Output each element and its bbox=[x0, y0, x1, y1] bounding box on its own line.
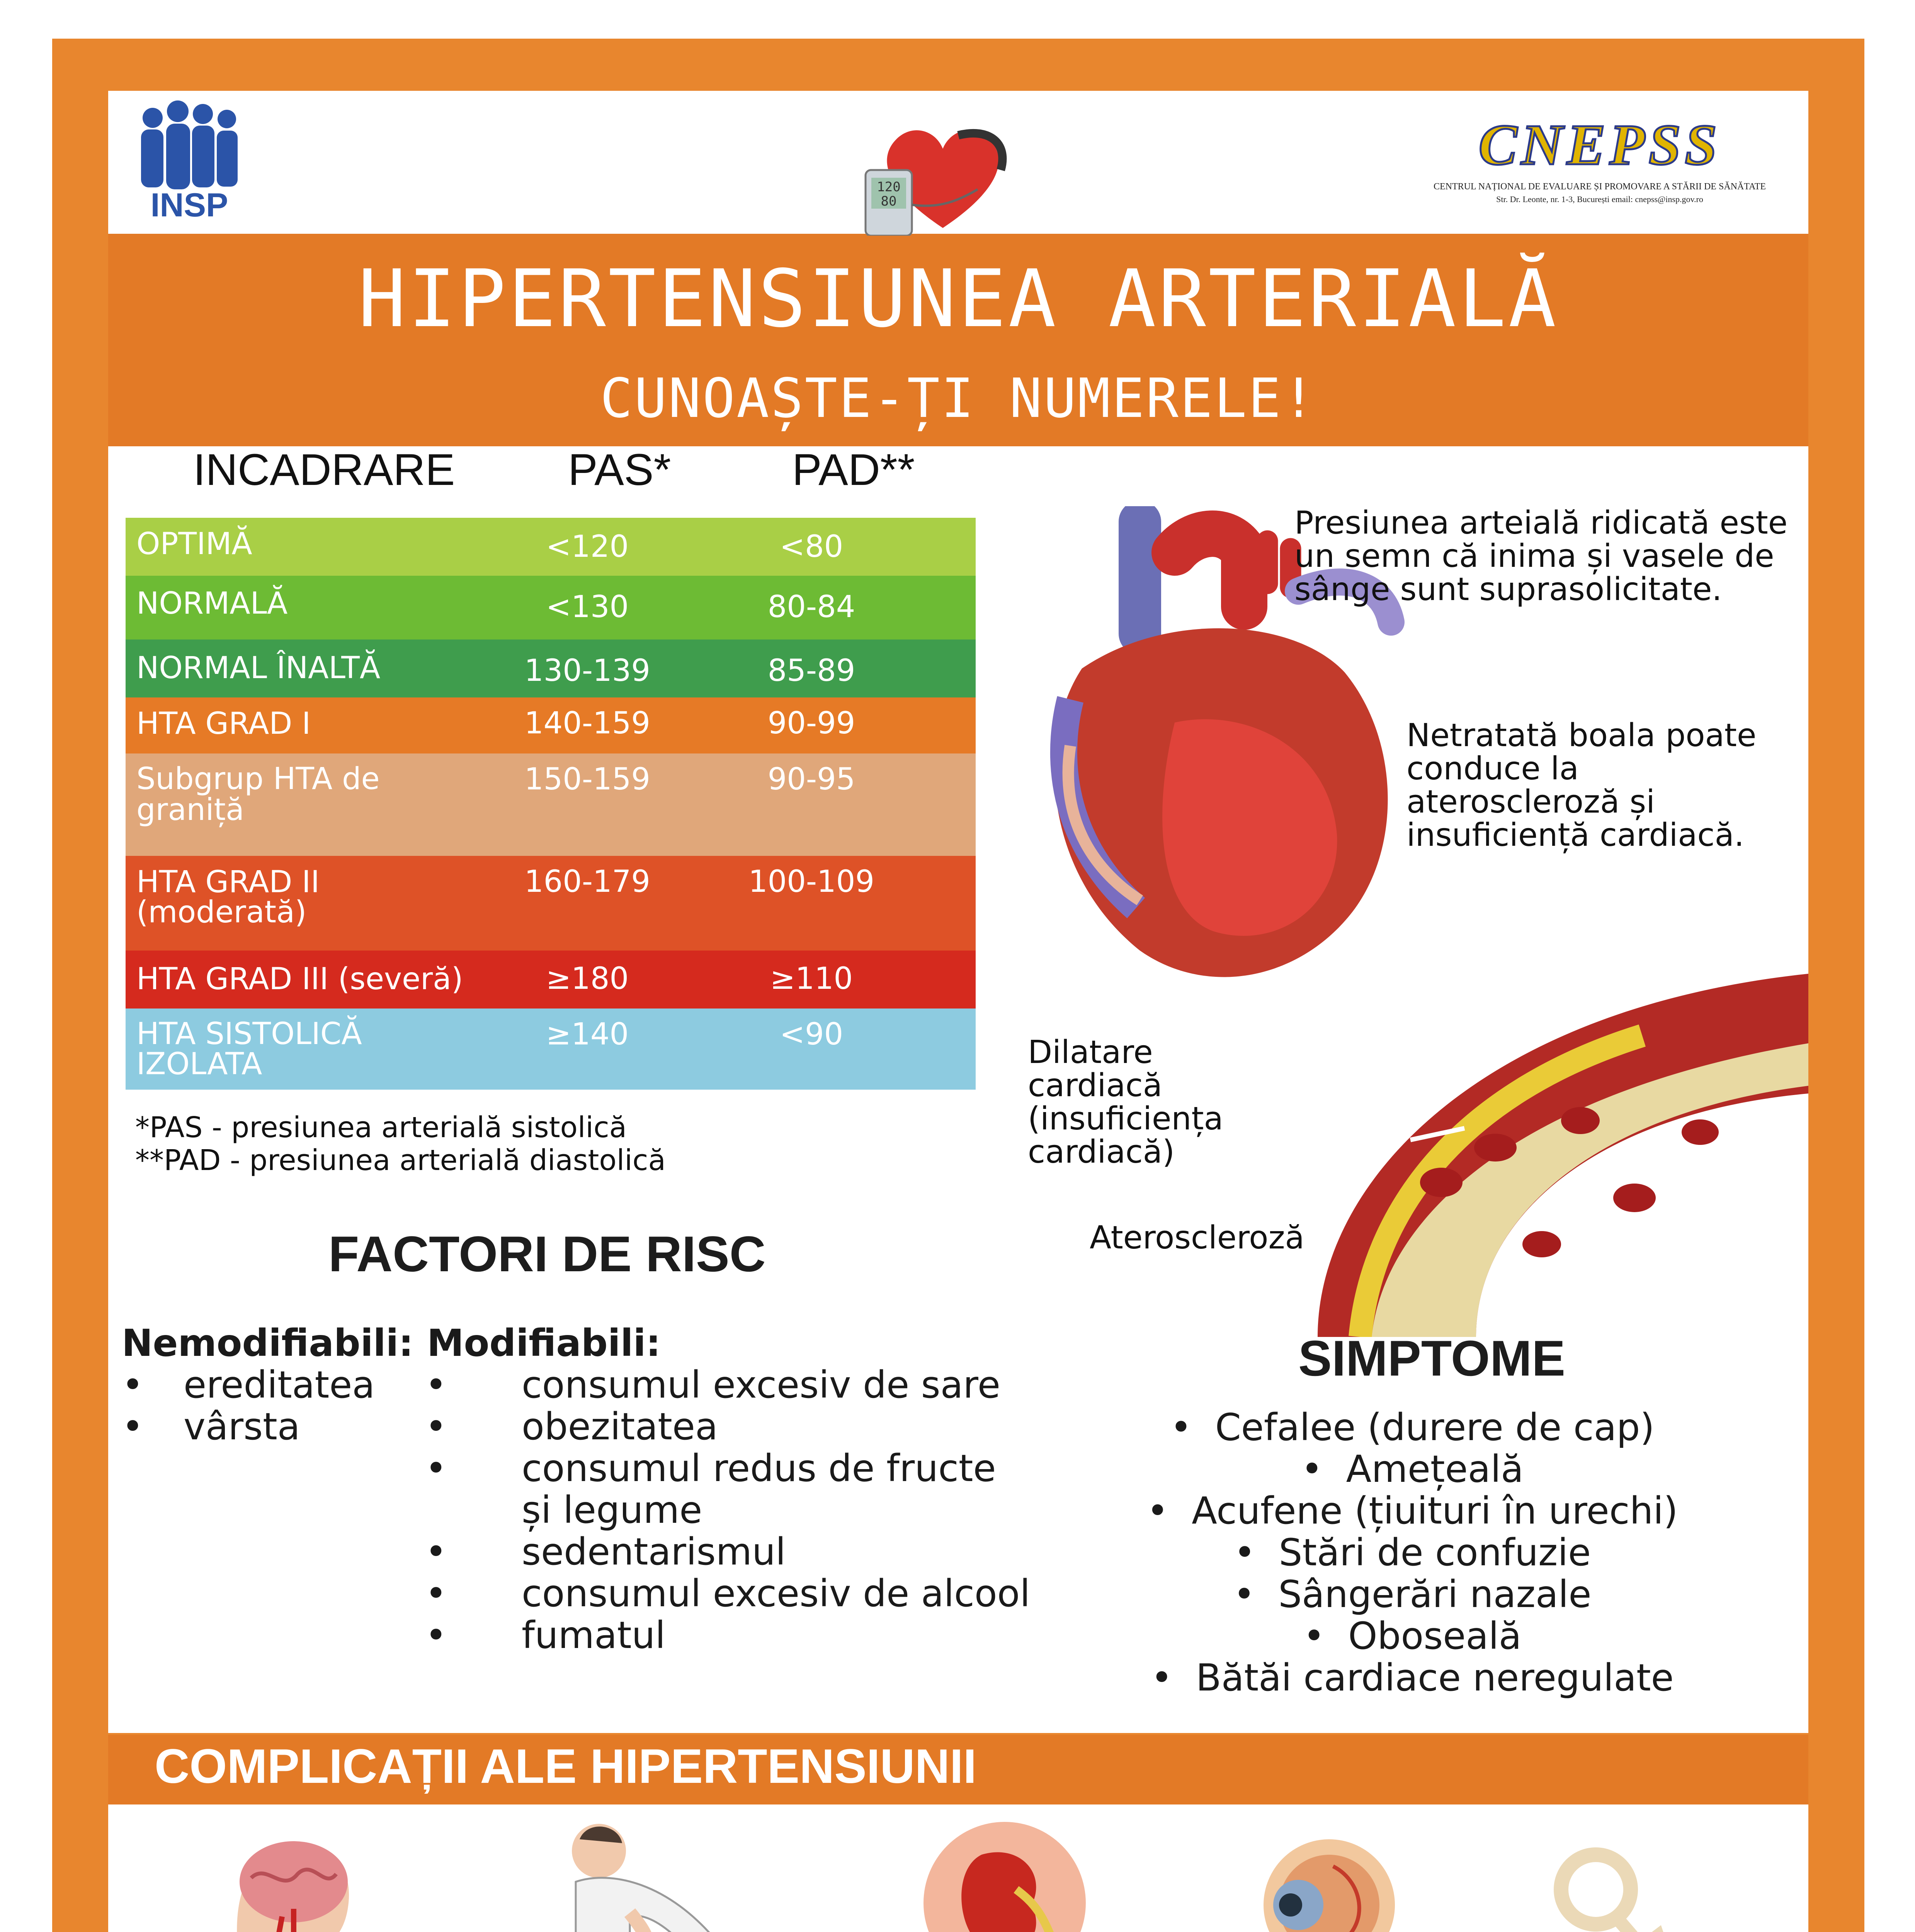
bullet-icon: • bbox=[1146, 1489, 1169, 1532]
row-pas: 130-139 bbox=[524, 653, 650, 688]
note-pressure-line3: sânge sunt suprasolicitate. bbox=[1294, 571, 1722, 608]
table-row bbox=[126, 951, 976, 1009]
row-category-line2: graniță bbox=[136, 793, 244, 827]
heart-attack-icon bbox=[553, 1816, 746, 1932]
symptoms-list bbox=[1113, 1406, 1712, 1699]
list-item bbox=[1113, 1406, 1712, 1448]
table-row bbox=[126, 856, 976, 951]
row-pas: 150-159 bbox=[524, 762, 650, 797]
page-title: HIPERTENSIUNEA ARTERIALĂ bbox=[358, 253, 1559, 345]
row-category: NORMALĂ bbox=[136, 586, 288, 621]
bullet-icon: • bbox=[1151, 1656, 1173, 1699]
table-header-pad: PAD** bbox=[792, 445, 915, 495]
row-pad: <90 bbox=[779, 1017, 844, 1052]
bullet-icon: • bbox=[1303, 1614, 1325, 1658]
table-row bbox=[126, 576, 976, 639]
row-category: HTA GRAD I bbox=[136, 706, 311, 741]
artery-illustration bbox=[1294, 966, 1808, 1337]
complications-title: COMPLICAȚII ALE HIPERTENSIUNII bbox=[155, 1740, 977, 1793]
cnepss-logo-text: CNEPSS bbox=[1478, 113, 1721, 177]
list-item bbox=[425, 1573, 1030, 1614]
list-item bbox=[425, 1364, 1030, 1406]
row-pas: <130 bbox=[546, 590, 629, 624]
symptom-text: Stări de confuzie bbox=[1279, 1531, 1591, 1574]
symptoms-title: SIMPTOME bbox=[1298, 1330, 1566, 1386]
row-pad: 80-84 bbox=[767, 590, 855, 624]
brain-icon bbox=[216, 1816, 371, 1932]
list-item-text: fumatul bbox=[522, 1614, 666, 1657]
row-pas: 160-179 bbox=[524, 864, 650, 899]
row-pad: 90-95 bbox=[767, 762, 855, 797]
symptom-text: Amețeală bbox=[1346, 1447, 1524, 1491]
footnote-pas: *PAS - presiunea arterială sistolică bbox=[135, 1111, 627, 1144]
note-untreated-line3: ateroscleroză și bbox=[1406, 784, 1655, 820]
cnepss-address: Str. Dr. Leonte, nr. 1-3, București email: cnepss@insp.gov.ro bbox=[1496, 194, 1703, 204]
symptom-text: Acufene (țiuituri în urechi) bbox=[1192, 1489, 1678, 1532]
table-row bbox=[126, 639, 976, 697]
erectile-dysfunction-icon bbox=[1546, 1843, 1677, 1932]
symptom-text: Bătăi cardiace neregulate bbox=[1196, 1656, 1674, 1699]
note-dilatation-line2: cardiacă bbox=[1028, 1067, 1163, 1104]
row-category: HTA GRAD III (severă) bbox=[136, 962, 463, 997]
list-item bbox=[1113, 1490, 1712, 1532]
modifiable-list bbox=[425, 1364, 1030, 1656]
list-item-text: obezitatea bbox=[522, 1405, 718, 1448]
symptom-text: Cefalee (durere de cap) bbox=[1215, 1406, 1655, 1449]
note-pressure-line2: un semn că inima și vasele de bbox=[1294, 538, 1774, 575]
note-atherosclerosis: Ateroscleroză bbox=[1090, 1219, 1304, 1256]
note-untreated-line1: Netratată boala poate bbox=[1406, 717, 1757, 754]
list-item bbox=[1113, 1657, 1712, 1699]
row-pas: ≥140 bbox=[546, 1017, 629, 1052]
note-dilatation-line1: Dilatare bbox=[1028, 1034, 1153, 1071]
row-category-line1: HTA GRAD II bbox=[136, 865, 320, 900]
row-category: OPTIMĂ bbox=[136, 527, 252, 561]
list-item bbox=[425, 1531, 1030, 1573]
note-untreated-line4: insuficiență cardiacă. bbox=[1406, 817, 1744, 854]
footnote-pad: **PAD - presiunea arterială diastolică bbox=[135, 1144, 666, 1177]
list-item-text: consumul excesiv de alcool bbox=[522, 1572, 1031, 1615]
note-untreated-line2: conduce la bbox=[1406, 750, 1579, 787]
table-row bbox=[126, 697, 976, 753]
row-pas: <120 bbox=[546, 529, 629, 564]
eye-icon bbox=[1256, 1832, 1403, 1932]
table-row bbox=[126, 753, 976, 856]
row-category-line2: IZOLATA bbox=[136, 1047, 262, 1082]
table-row bbox=[126, 518, 976, 576]
row-pad: 90-99 bbox=[767, 706, 855, 741]
symptom-text: Sângerări nazale bbox=[1278, 1573, 1592, 1616]
insp-logo-text: INSP bbox=[150, 187, 228, 224]
list-item-text: sedentarismul bbox=[522, 1530, 786, 1573]
row-pas: 140-159 bbox=[524, 706, 650, 741]
table-header-pas: PAS* bbox=[568, 445, 671, 495]
list-item bbox=[425, 1447, 1030, 1531]
heart-monitor-illustration bbox=[862, 112, 1024, 236]
monitor-sys-value: 120 bbox=[877, 179, 901, 195]
note-dilatation-line4: cardiacă) bbox=[1028, 1134, 1175, 1170]
list-item-continuation: și legume bbox=[522, 1488, 702, 1532]
cnepss-logo bbox=[1399, 112, 1801, 228]
modifiable-title: Modifiabili: bbox=[427, 1321, 661, 1365]
row-pad: 85-89 bbox=[767, 653, 855, 688]
note-dilatation-line3: (insuficiența bbox=[1028, 1100, 1223, 1137]
list-item-text: consumul redus de fructe bbox=[522, 1447, 996, 1490]
list-item bbox=[1113, 1615, 1712, 1657]
list-item bbox=[1113, 1532, 1712, 1573]
kidney-icon bbox=[916, 1820, 1094, 1932]
bullet-icon: • bbox=[1301, 1447, 1323, 1491]
list-item bbox=[425, 1406, 1030, 1447]
list-item bbox=[1113, 1448, 1712, 1490]
insp-logo bbox=[126, 97, 253, 224]
bullet-icon: • bbox=[1233, 1573, 1255, 1616]
nonmodifiable-list bbox=[122, 1364, 375, 1447]
note-pressure-line1: Presiunea arteială ridicată este bbox=[1294, 505, 1788, 541]
table-header-category: INCADRARE bbox=[193, 445, 455, 495]
row-pad: <80 bbox=[779, 529, 844, 564]
row-pad: 100-109 bbox=[748, 864, 874, 899]
list-item-text: consumul excesiv de sare bbox=[522, 1363, 1000, 1406]
list-item: • ereditatea bbox=[122, 1364, 375, 1406]
bullet-icon: • bbox=[1170, 1406, 1192, 1449]
row-category: NORMAL ÎNALTĂ bbox=[136, 651, 381, 685]
monitor-dia-value: 80 bbox=[881, 194, 897, 209]
table-row bbox=[126, 1009, 976, 1090]
row-pas: ≥180 bbox=[546, 961, 629, 996]
list-item bbox=[1113, 1573, 1712, 1615]
row-category-line2: (moderată) bbox=[136, 895, 307, 930]
row-pad: ≥110 bbox=[770, 961, 853, 996]
row-category-line1: Subgrup HTA de bbox=[136, 762, 380, 796]
row-category-line1: HTA SISTOLICĂ bbox=[136, 1017, 362, 1051]
nonmodifiable-title: Nemodifiabili: bbox=[122, 1321, 413, 1365]
page-subtitle: CUNOAȘTE-ȚI NUMERELE! bbox=[600, 367, 1317, 430]
bullet-icon: • bbox=[1233, 1531, 1256, 1574]
list-item: • vârsta bbox=[122, 1406, 375, 1447]
cnepss-fullname: CENTRUL NAȚIONAL DE EVALUARE ȘI PROMOVARE A STĂRII DE SĂNĂTATE bbox=[1433, 182, 1766, 192]
symptom-text: Oboseală bbox=[1348, 1614, 1522, 1658]
list-item bbox=[425, 1614, 1030, 1656]
risk-factors-title: FACTORI DE RISC bbox=[328, 1226, 766, 1282]
